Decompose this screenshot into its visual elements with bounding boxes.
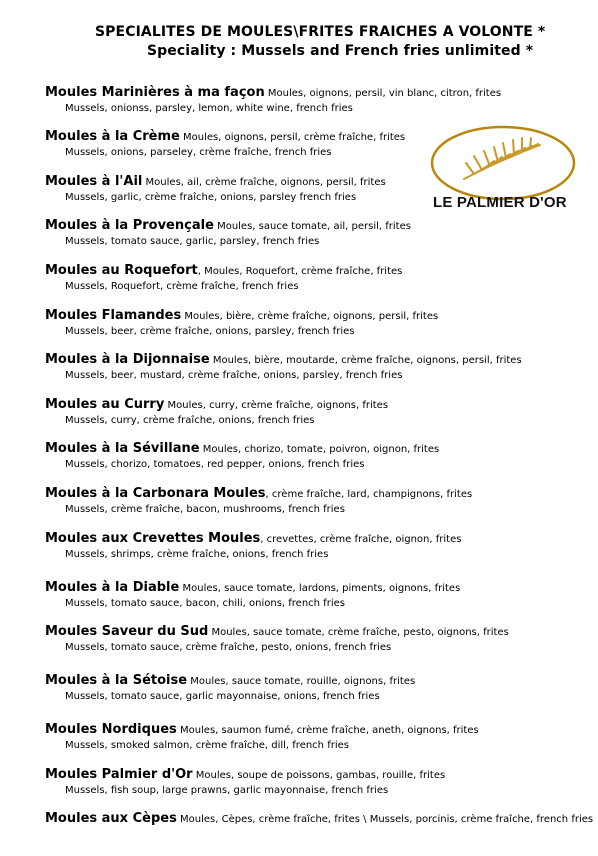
dish-ingredients-fr: Moules, bière, crème fraîche, oignons, persil, frites — [181, 311, 439, 322]
logo-brand-text: LE PALMIER D'OR — [433, 194, 567, 211]
dish-ingredients-fr: Moules, oignons, persil, vin blanc, citron, frites — [264, 88, 502, 99]
dish-name: Moules Palmier d'Or — [45, 767, 193, 782]
title-french: SPECIALITES DE MOULES\FRITES FRAICHES A VOLONTE * — [95, 24, 546, 40]
dish-ingredients-en: Mussels, onions, parseley, crème fraîche, french fries — [65, 147, 332, 158]
menu-item — [45, 674, 415, 704]
dish-ingredients-en: Mussels, Roquefort, crème fraîche, french fries — [65, 281, 299, 292]
dish-ingredients-en: Mussels, smoked salmon, crème fraîche, dill, french fries — [65, 740, 349, 751]
dish-name: Moules Nordiques — [45, 722, 177, 737]
menu-item — [45, 442, 439, 472]
dish-name: Moules à la Crème — [45, 129, 180, 144]
dish-ingredients-fr: Moules, saumon fumé, crème fraîche, aneth, oignons, frites — [176, 725, 479, 736]
dish-ingredients-en: Mussels, garlic, crème fraîche, onions, parsley french fries — [65, 192, 357, 203]
dish-ingredients-fr: , crème fraîche, lard, champignons, frites — [265, 489, 473, 500]
dish-name: Moules à la Carbonara Moules — [45, 486, 266, 501]
dish-name: Moules Flamandes — [45, 308, 182, 323]
dish-ingredients-en: Mussels, tomato sauce, bacon, chili, onions, french fries — [65, 598, 345, 609]
dish-name: Moules à la Diable — [45, 580, 180, 595]
dish-name: Moules aux Crevettes Moules — [45, 531, 261, 546]
title-english: Speciality : Mussels and French fries unlimited * — [147, 43, 534, 59]
dish-name: Moules à l'Ail — [45, 174, 143, 189]
dish-name: Moules Marinières à ma façon — [45, 85, 265, 100]
menu-item — [45, 130, 405, 160]
menu-item — [45, 768, 445, 798]
menu-item — [45, 723, 479, 753]
menu-item — [45, 264, 402, 294]
dish-name: Moules au Curry — [45, 397, 165, 412]
dish-ingredients-fr: Moules, curry, crème fraîche, oignons, frites — [164, 400, 389, 411]
dish-ingredients-fr: Moules, chorizo, tomate, poivron, oignon, frites — [199, 444, 440, 455]
dish-name: Moules Saveur du Sud — [45, 624, 209, 639]
dish-ingredients-fr: Moules, sauce tomate, crème fraîche, pesto, oignons, frites — [208, 627, 509, 638]
menu-item — [45, 532, 461, 562]
dish-ingredients-fr: Moules, sauce tomate, ail, persil, frites — [213, 221, 411, 232]
dish-ingredients-en: Mussels, tomato sauce, garlic, parsley, french fries — [65, 236, 320, 247]
dish-ingredients-en: Mussels, chorizo, tomatoes, red pepper, onions, french fries — [65, 459, 365, 470]
menu-item — [45, 581, 460, 611]
menu-item — [45, 175, 386, 205]
dish-name: Moules à la Dijonnaise — [45, 352, 210, 367]
dish-name: Moules à la Provençale — [45, 218, 214, 233]
menu-item — [45, 309, 438, 339]
menu-item — [45, 487, 472, 517]
menu-item — [45, 219, 411, 249]
dish-ingredients-en: Mussels, beer, crème fraîche, onions, parsley, french fries — [65, 326, 355, 337]
dish-name: Moules à la Sétoise — [45, 673, 188, 688]
dish-ingredients-fr: Moules, sauce tomate, rouille, oignons, frites — [187, 676, 416, 687]
dish-ingredients-en: Mussels, shrimps, crème fraîche, onions, french fries — [65, 549, 329, 560]
menu-item — [45, 625, 509, 655]
dish-ingredients-combined: Moules, Cèpes, crème fraîche, frites \ Mussels, porcinis, crème fraîche, french fries — [176, 814, 594, 825]
dish-ingredients-fr: , Moules, Roquefort, crème fraîche, frites — [197, 266, 403, 277]
dish-ingredients-fr: Moules, ail, crème fraîche, oignons, persil, frites — [142, 177, 386, 188]
menu-item — [45, 398, 388, 428]
dish-ingredients-en: Mussels, onionss, parsley, lemon, white wine, french fries — [65, 103, 353, 114]
dish-ingredients-en: Mussels, tomato sauce, garlic mayonnaise, onions, french fries — [65, 691, 380, 702]
dish-name: Moules aux Cèpes — [45, 811, 177, 826]
dish-ingredients-fr: Moules, soupe de poissons, gambas, rouille, frites — [192, 770, 446, 781]
dish-name: Moules à la Sévillane — [45, 441, 200, 456]
menu-item — [45, 353, 522, 383]
dish-ingredients-en: Mussels, crème fraîche, bacon, mushrooms, french fries — [65, 504, 345, 515]
dish-ingredients-fr: Moules, bière, moutarde, crème fraîche, oignons, persil, frites — [209, 355, 522, 366]
dish-ingredients-en: Mussels, fish soup, large prawns, garlic mayonnaise, french fries — [65, 785, 389, 796]
dish-ingredients-en: Mussels, beer, mustard, crème fraîche, onions, parsley, french fries — [65, 370, 403, 381]
dish-name: Moules au Roquefort — [45, 263, 198, 278]
dish-ingredients-en: Mussels, curry, crème fraîche, onions, french fries — [65, 415, 315, 426]
dish-ingredients-fr: Moules, sauce tomate, lardons, piments, oignons, frites — [179, 583, 461, 594]
dish-ingredients-fr: , crevettes, crème fraîche, oignon, frites — [260, 534, 462, 545]
dish-ingredients-en: Mussels, tomato sauce, crème fraîche, pesto, onions, french fries — [65, 642, 392, 653]
menu-item — [45, 86, 501, 116]
dish-ingredients-fr: Moules, oignons, persil, crème fraîche, frites — [179, 132, 406, 143]
menu-item — [45, 812, 593, 827]
